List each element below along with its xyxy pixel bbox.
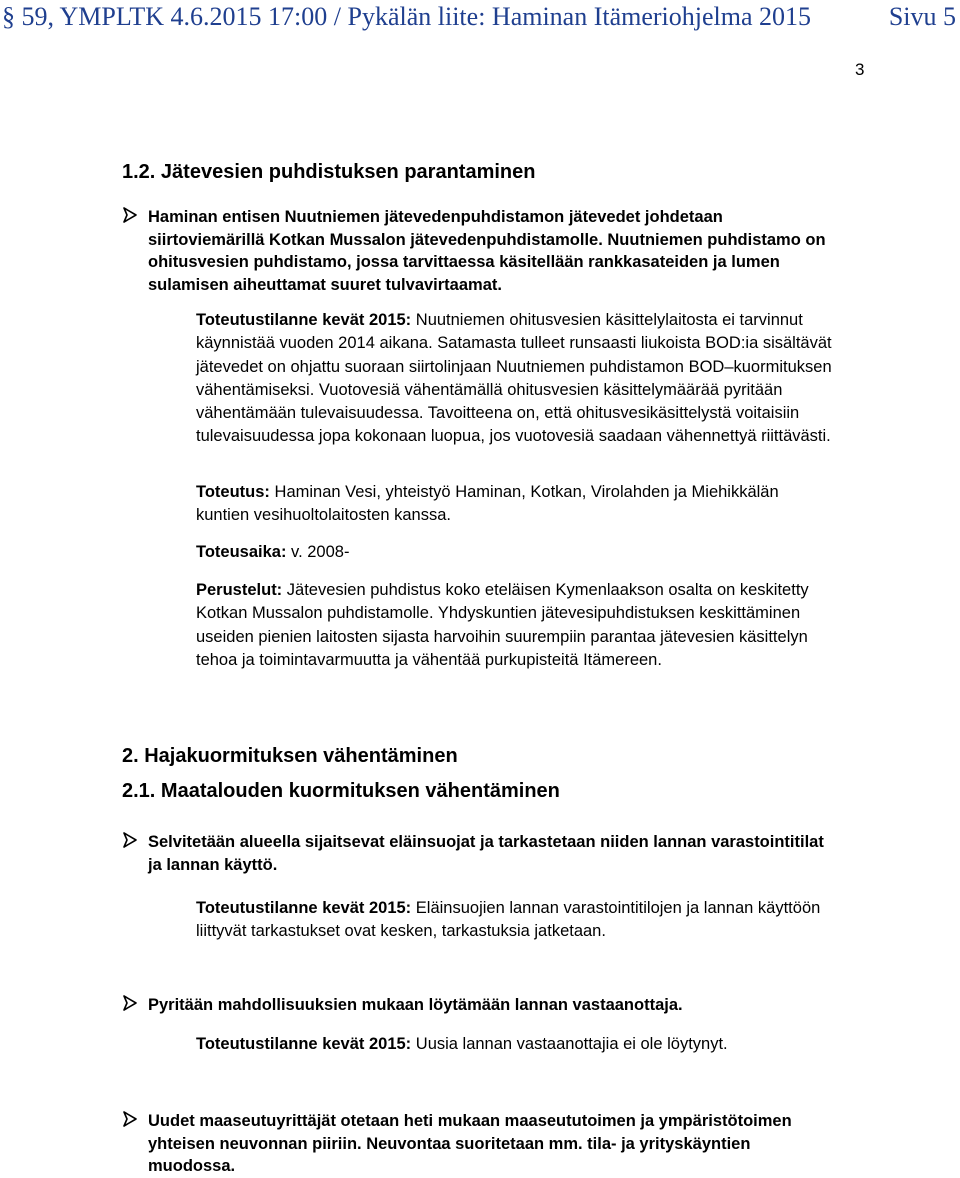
rationale-text: Jätevesien puhdistus koko eteläisen Kymenlaakson osalta on keskitetty Kotkan Mussalon puhdistamolle. Yhdyskuntien jätevesipuhdistuksen keskittäminen useiden pienien laitosten sijasta harvoihin suurempiin parantaa jätevesien käsittelyn tehoa ja toimintavarmuutta ja vähentää purkupisteitä Itämereen. — [196, 581, 809, 669]
list-item — [122, 1110, 842, 1178]
bullet-text: Uudet maaseutuyrittäjät otetaan heti mukaan maaseututoimen ja ympäristötoimen yhteisen neuvonnan piiriin. Neuvontaa suoritetaan mm. tila- ja yrityskäyntien muodossa. — [148, 1112, 792, 1175]
rationale-paragraph — [196, 579, 836, 672]
schedule-label: Toteusaika: — [196, 543, 287, 561]
arrow-bullet-icon — [122, 207, 138, 223]
bullet-text: Selvitetään alueella sijaitsevat eläinsuojat ja tarkastetaan niiden lannan varastointitilat ja lannan käyttö. — [148, 833, 824, 874]
section-heading-2: 2. Hajakuormituksen vähentäminen — [122, 745, 458, 767]
list-item — [122, 831, 842, 876]
status-label: Toteutustilanne kevät 2015: — [196, 1035, 412, 1053]
header-title: § 59, YMPLTK 4.6.2015 17:00 / Pykälän liite: Haminan Itämeriohjelma 2015 — [2, 2, 812, 31]
implementation-paragraph — [196, 481, 836, 528]
status-label: Toteutustilanne kevät 2015: — [196, 311, 412, 329]
status-text: Uusia lannan vastaanottajia ei ole löytynyt. — [411, 1035, 728, 1053]
status-paragraph — [196, 1033, 836, 1056]
status-label: Toteutustilanne kevät 2015: — [196, 899, 412, 917]
header-page-label: Sivu 5 — [888, 2, 956, 31]
status-text: Nuutniemen ohitusvesien käsittelylaitosta ei tarvinnut käynnistää vuoden 2014 aikana. Satamasta tulleet runsaasti liukoista BOD:ia sisältävät jätevedet on ohjattu suoraan siirtolinjaan Nuutniemen puhdistamon BOD–kuormituksen vähentämiseksi. Vuotovesiä vähentämällä ohitusvesien käsittelymäärää pyritään vähentämään tulevaisuudessa. Tavoitteena on, että ohitusvesikäsittelystä voitaisiin tulevaisuudessa jopa kokonaan luopua, jos vuotovesiä saadaan vähennettyä riittävästi. — [196, 311, 832, 446]
bullet-text: Pyritään mahdollisuuksien mukaan löytämään lannan vastaanottaja. — [148, 996, 683, 1014]
implementation-label: Toteutus: — [196, 483, 270, 501]
schedule-paragraph — [196, 541, 836, 564]
schedule-text: v. 2008- — [286, 543, 350, 561]
list-item — [122, 206, 842, 296]
status-text: Eläinsuojien lannan varastointitilojen ja lannan käyttöön liittyvät tarkastukset ovat kesken, tarkastuksia jatketaan. — [196, 899, 821, 941]
status-paragraph — [196, 897, 836, 944]
implementation-text: Haminan Vesi, yhteistyö Haminan, Kotkan, Virolahden ja Miehikkälän kuntien vesihuoltolaitosten kanssa. — [196, 483, 779, 525]
page-number: 3 — [855, 60, 865, 79]
list-item — [122, 994, 842, 1017]
arrow-bullet-icon — [122, 995, 138, 1011]
arrow-bullet-icon — [122, 832, 138, 848]
arrow-bullet-icon — [122, 1111, 138, 1127]
status-paragraph — [196, 309, 836, 449]
bullet-text: Haminan entisen Nuutniemen jätevedenpuhdistamon jätevedet johdetaan siirtoviemärillä Kotkan Mussalon jätevedenpuhdistamolle. Nuutniemen puhdistamo on ohitusvesien puhdistamo, jossa tarvittaessa käsitellään rankkasateiden ja lumen sulamisen aiheuttamat suuret tulvavirtaamat. — [148, 208, 826, 294]
section-heading-2-1: 2.1. Maatalouden kuormituksen vähentäminen — [122, 780, 560, 802]
rationale-label: Perustelut: — [196, 581, 283, 599]
section-heading-1-2: 1.2. Jätevesien puhdistuksen parantaminen — [122, 161, 536, 183]
